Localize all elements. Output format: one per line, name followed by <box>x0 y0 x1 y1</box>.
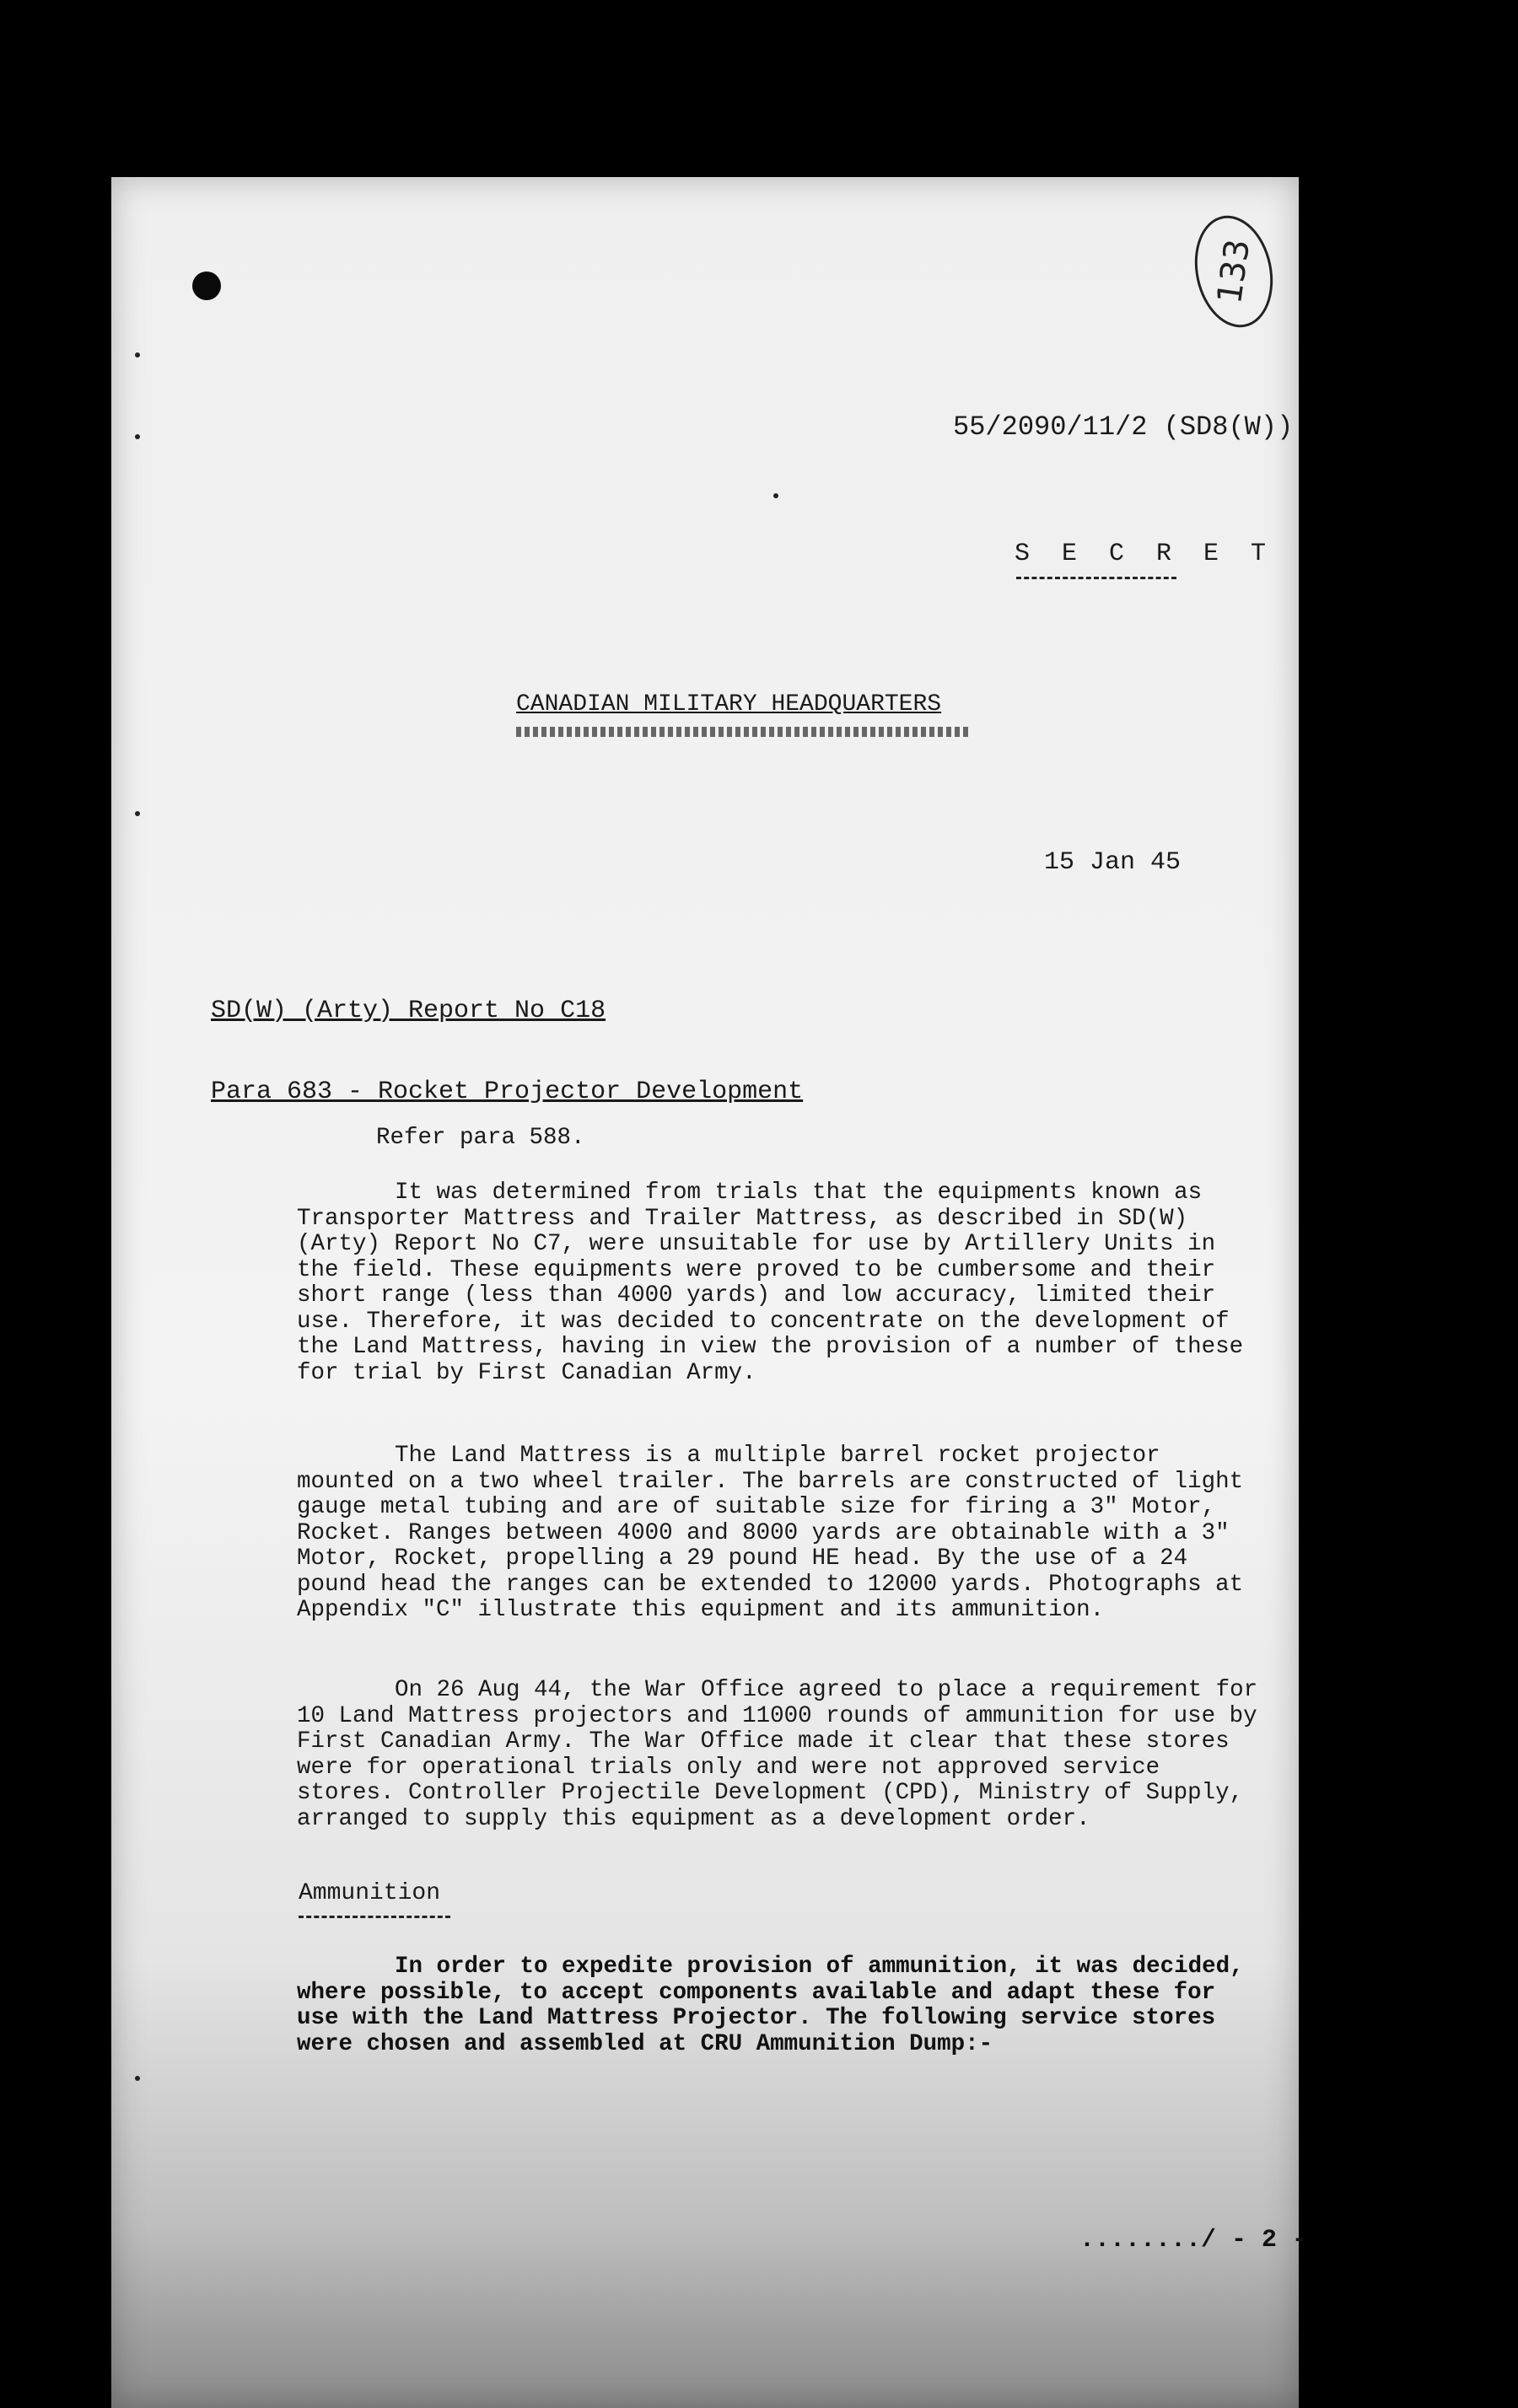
document-date: 15 Jan 45 <box>1044 848 1182 877</box>
body-paragraph: It was determined from trials that the equipments known as Transporter Mattress and Trailer Mattress, as described in SD(W) (Arty) Report No C7, were unsuitable for use by Artillery Units in the field. These equipments were proved to be cumbersome and their short range (less than 4000 yards) and low accuracy, limited their use. Therefore, it was decided to concentrate on the development of the Land Mattress, having in view the provision of a number of these for trial by First Canadian Army. <box>297 1180 1244 1386</box>
ammunition-underline <box>299 1916 450 1918</box>
body-paragraph: On 26 Aug 44, the War Office agreed to place a requirement for 10 Land Mattress projectors and 11000 rounds of ammunition for use by First Canadian Army. The War Office made it clear that these stores were for operational trials only and were not approved service stores. Controller Projectile Development (CPD), Ministry of Supply, arranged to supply this equipment as a development order. <box>297 1677 1258 1832</box>
margin-mark <box>135 434 140 439</box>
classification-marking: S E C R E T <box>1015 540 1275 568</box>
body-paragraph: The Land Mattress is a multiple barrel rocket projector mounted on a two wheel trailer. The barrels are constructed of light gauge metal tubing and are of suitable size for firing a 3" Motor, Rocket. Ranges between 4000 and 8000 yards are obtainable with a 3" Motor, Rocket, propelling a 29 pound HE head. By the use of a 24 pound head the ranges can be extended to 12000 yards. Photographs at Appendix "C" illustrate this equipment and its ammunition. <box>297 1443 1244 1623</box>
margin-mark <box>773 493 778 498</box>
margin-mark <box>135 2076 140 2081</box>
margin-mark <box>135 811 140 816</box>
folio-number: 133 <box>1209 236 1258 307</box>
paragraph-title: Para 683 - Rocket Projector Development <box>211 1078 804 1106</box>
organization-heading: CANADIAN MILITARY HEADQUARTERS <box>516 691 942 718</box>
report-number: SD(W) (Arty) Report No C18 <box>211 997 606 1025</box>
ammunition-paragraph: In order to expedite provision of ammunition, it was decided, where possible, to accept components available and adapt these for use with the Land Mattress Projector. The following service stores were chosen and assembled at CRU Ammunition Dump:- <box>297 1954 1244 2057</box>
file-reference: 55/2090/11/2 (SD8(W)) <box>953 411 1294 443</box>
organization-underline <box>516 727 972 737</box>
margin-mark <box>135 352 140 357</box>
ammunition-heading: Ammunition <box>299 1880 441 1906</box>
classification-underline <box>1016 577 1176 579</box>
page-continuation: ......../ - 2 - <box>1079 2226 1308 2255</box>
refer-line: Refer para 588. <box>376 1125 585 1151</box>
punch-hole <box>192 271 221 300</box>
